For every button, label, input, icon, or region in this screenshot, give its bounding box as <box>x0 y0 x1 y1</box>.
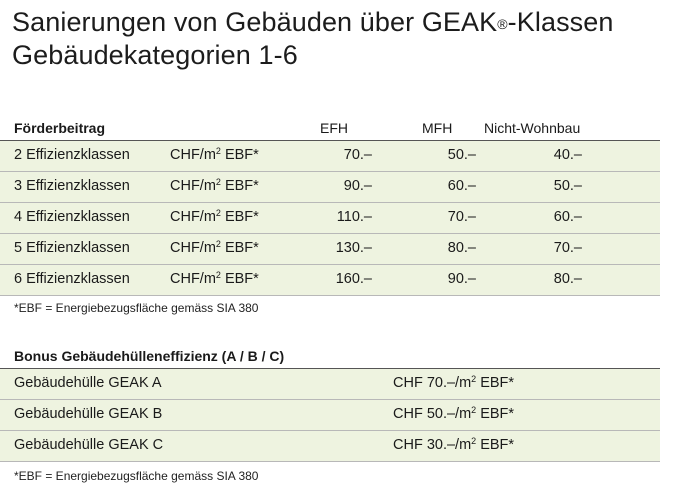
table-row <box>0 431 660 462</box>
value-mfh: 60.– <box>447 178 476 194</box>
unit-suffix: EBF* <box>220 209 259 225</box>
header-bonus: Bonus Gebäudehülleneffizienz (A / B / C) <box>14 348 285 364</box>
row-name: Gebäudehülle GEAK C <box>14 437 164 453</box>
bonus-value-suffix: EBF* <box>476 375 515 391</box>
bonus-value <box>393 406 514 422</box>
value-efh: 130.– <box>335 240 372 256</box>
unit-suffix: EBF* <box>220 178 259 194</box>
title-line-2: Gebäudekategorien 1-6 <box>12 40 298 70</box>
row-name: 5 Effizienzklassen <box>14 240 130 256</box>
row-unit <box>170 240 259 256</box>
row-unit <box>170 178 259 194</box>
unit-prefix: CHF/m <box>170 271 216 287</box>
bonus-sup: 2 <box>471 436 477 446</box>
row-name: 6 Effizienzklassen <box>14 271 130 287</box>
unit-suffix: EBF* <box>220 271 259 287</box>
title-main: Sanierungen von Gebäuden über GEAK <box>12 7 498 37</box>
header-foerderbeitrag: Förderbeitrag <box>14 120 106 136</box>
value-mfh: 80.– <box>447 240 476 256</box>
bonus-value <box>393 375 514 391</box>
row-name: Gebäudehülle GEAK A <box>14 375 162 391</box>
registered-mark: ® <box>497 16 508 32</box>
value-mfh: 50.– <box>447 147 476 163</box>
value-efh: 90.– <box>343 178 372 194</box>
unit-prefix: CHF/m <box>170 147 216 163</box>
row-unit <box>170 271 259 287</box>
value-nicht-wohnbau: 70.– <box>553 240 582 256</box>
title-suffix: -Klassen <box>507 7 614 37</box>
row-unit <box>170 147 259 163</box>
table-row <box>0 234 660 265</box>
row-name: Gebäudehülle GEAK B <box>14 406 163 422</box>
table-row <box>0 203 660 234</box>
header-efh: EFH <box>320 120 348 136</box>
bonus-value <box>393 437 514 453</box>
table-row <box>0 265 660 296</box>
unit-prefix: CHF/m <box>170 240 216 256</box>
bonus-sup: 2 <box>471 374 477 384</box>
value-nicht-wohnbau: 40.– <box>553 147 582 163</box>
unit-sup: 2 <box>215 177 221 187</box>
unit-sup: 2 <box>215 208 221 218</box>
bonus-value-prefix: CHF 50.–/m <box>393 406 472 422</box>
row-name: 4 Effizienzklassen <box>14 209 130 225</box>
footnote-ebf-bonus: *EBF = Energiebezugsfläche gemäss SIA 380 <box>14 469 259 483</box>
page-title <box>12 6 614 72</box>
row-unit <box>170 209 259 225</box>
value-efh: 160.– <box>335 271 372 287</box>
unit-suffix: EBF* <box>220 240 259 256</box>
bonus-value-prefix: CHF 70.–/m <box>393 375 472 391</box>
bonus-sup: 2 <box>471 405 477 415</box>
table-row <box>0 141 660 172</box>
table-row <box>0 400 660 431</box>
bonus-value-suffix: EBF* <box>476 437 515 453</box>
table-header <box>0 118 660 141</box>
header-mfh: MFH <box>422 120 453 136</box>
footnote-ebf: *EBF = Energiebezugsfläche gemäss SIA 380 <box>14 301 259 315</box>
header-nicht-wohnbau: Nicht-Wohnbau <box>484 120 581 136</box>
value-efh: 110.– <box>336 209 372 225</box>
row-name: 3 Effizienzklassen <box>14 178 130 194</box>
value-nicht-wohnbau: 80.– <box>553 271 582 287</box>
unit-prefix: CHF/m <box>170 209 216 225</box>
table-row <box>0 172 660 203</box>
value-nicht-wohnbau: 60.– <box>553 209 582 225</box>
value-efh: 70.– <box>343 147 372 163</box>
unit-suffix: EBF* <box>220 147 259 163</box>
value-nicht-wohnbau: 50.– <box>553 178 582 194</box>
unit-sup: 2 <box>215 239 221 249</box>
bonus-header <box>0 346 660 369</box>
row-name: 2 Effizienzklassen <box>14 147 130 163</box>
table-row <box>0 369 660 400</box>
unit-sup: 2 <box>215 146 221 156</box>
value-mfh: 90.– <box>447 271 476 287</box>
bonus-value-suffix: EBF* <box>476 406 515 422</box>
bonus-table <box>0 346 660 462</box>
foerderbeitrag-table <box>0 118 660 296</box>
unit-prefix: CHF/m <box>170 178 216 194</box>
bonus-value-prefix: CHF 30.–/m <box>393 437 472 453</box>
value-mfh: 70.– <box>447 209 476 225</box>
title-line-1 <box>12 6 614 39</box>
unit-sup: 2 <box>215 270 221 280</box>
